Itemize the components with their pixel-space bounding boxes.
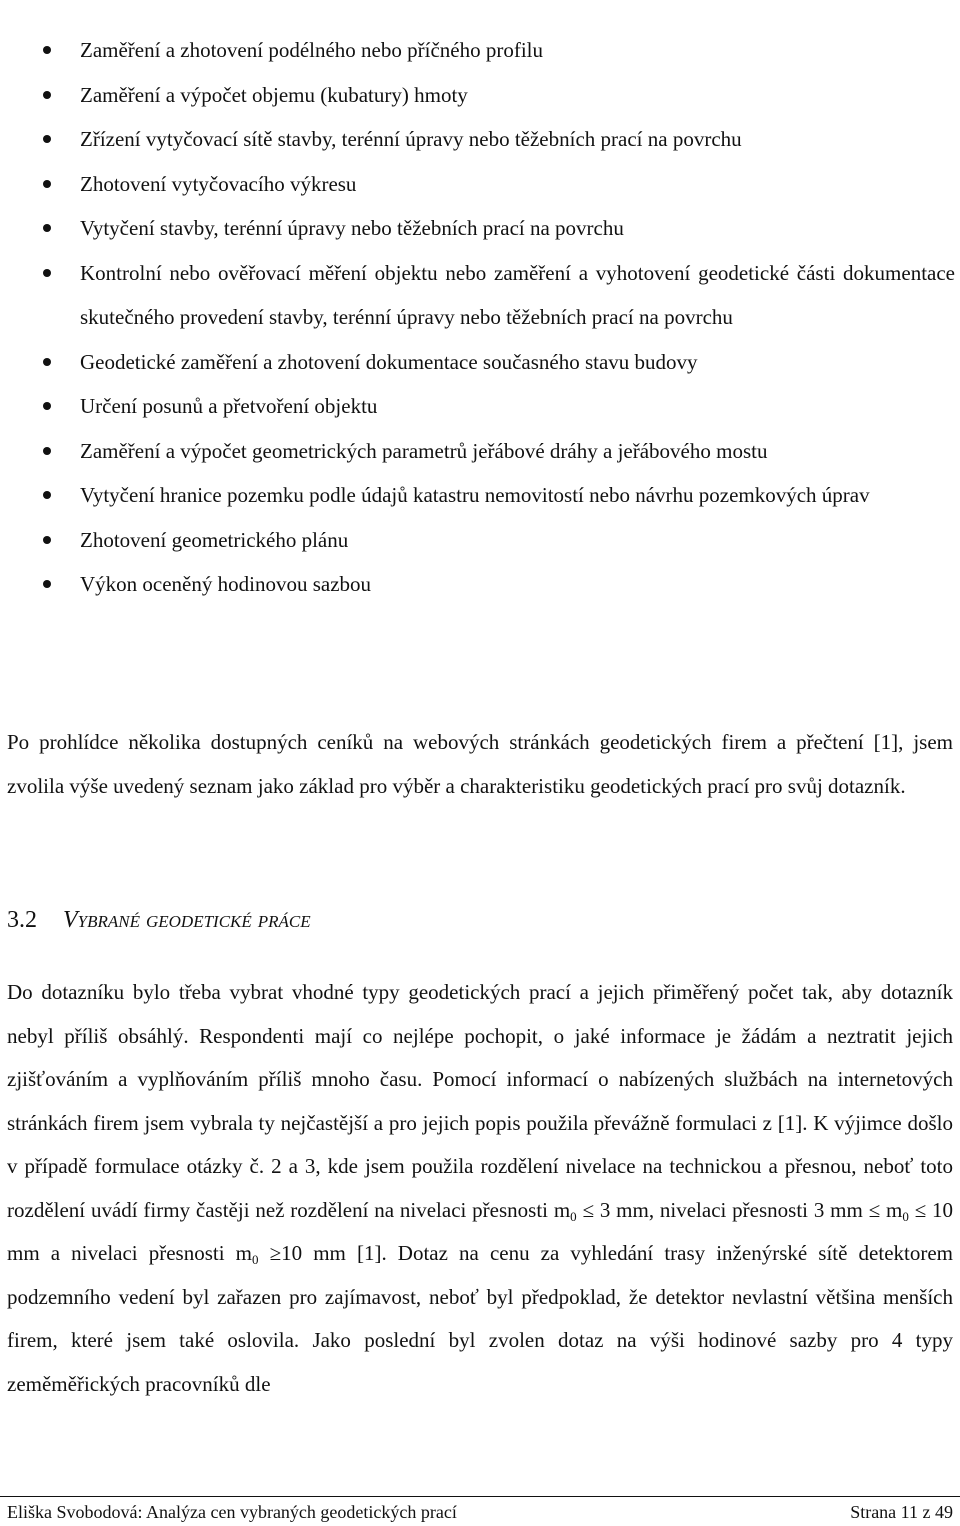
list-item: Vytyčení stavby, terénní úpravy nebo těžebních prací na povrchu <box>0 206 960 251</box>
section-number: 3.2 <box>7 907 37 933</box>
section-title: Vybrané geodetické práce <box>63 907 311 933</box>
list-item: Zřízení vytyčovací sítě stavby, terénní úpravy nebo těžebních prací na povrchu <box>0 117 960 162</box>
list-item: Zhotovení vytyčovacího výkresu <box>0 162 960 207</box>
list-item: Výkon oceněný hodinovou sazbou <box>0 562 960 607</box>
bullet-icon <box>43 536 51 544</box>
work-types-list <box>0 28 960 607</box>
bullet-icon <box>43 402 51 410</box>
bullet-icon <box>43 447 51 455</box>
list-item: Zhotovení geometrického plánu <box>0 518 960 563</box>
list-item: Kontrolní nebo ověřovací měření objektu nebo zaměření a vyhotovení geodetické části dokumentace skutečného provedení stavby, terénní úpravy nebo těžebních prací na povrchu <box>0 251 960 340</box>
intro-paragraph: Po prohlídce několika dostupných ceníků na webových stránkách geodetických firem a přečtení [1], jsem zvolila výše uvedený seznam jako základ pro výběr a charakteristiku geodetických prací pro svůj dotazník. <box>7 730 953 798</box>
bullet-icon <box>43 224 51 232</box>
list-item: Zaměření a zhotovení podélného nebo příčného profilu <box>0 28 960 73</box>
list-item: Zaměření a výpočet geometrických parametrů jeřábové dráhy a jeřábového mostu <box>0 429 960 474</box>
page-number: Strana 11 z 49 <box>850 1502 953 1522</box>
bullet-icon <box>43 91 51 99</box>
bullet-icon <box>43 269 51 277</box>
section-heading <box>7 898 311 942</box>
bullet-icon <box>43 580 51 588</box>
bullet-icon <box>43 491 51 499</box>
bullet-icon <box>43 180 51 188</box>
list-item: Zaměření a výpočet objemu (kubatury) hmoty <box>0 73 960 118</box>
footer-divider <box>0 1496 960 1497</box>
body-paragraph: Do dotazníku bylo třeba vybrat vhodné typy geodetických prací a jejich přiměřený počet tak, aby dotazník nebyl příliš obsáhlý. Respondenti mají co nejlépe pochopit, o jaké informace je žádám a neztratit jejich zjišťováním a vyplňováním příliš mnoho času. Pomocí informací o nabízených službách na internetových stránkách firem jsem vybrala ty nejčastější a pro jejich popis použila převážně formulaci z [1]. K výjimce došlo v případě formulace otázky č. 2 a 3, kde jsem použila rozdělení nivelace na technickou a přesnou, neboť toto rozdělení uvádí firmy častěji než rozdělení na nivelaci přesnosti $m_0 \le 3$ mm, nivelaci přesnosti 3 mm ≤ $m_0 \le 10$ mm a nivelaci přesnosti $m_0 \ge 10$ mm [1]. Dotaz na cenu za vyhledání trasy inženýrské sítě detektorem podzemního vedení byl zařazen pro zajímavost, neboť byl předpoklad, že detektor nevlastní většina menších firem, které jsem také oslovila. Jako poslední byl zvolen dotaz na výši hodinové sazby pro 4 typy zeměměřických pracovníků dle <box>7 980 953 1396</box>
list-item: Geodetické zaměření a zhotovení dokumentace současného stavu budovy <box>0 340 960 385</box>
list-item: Určení posunů a přetvoření objektu <box>0 384 960 429</box>
list-item: Vytyčení hranice pozemku podle údajů katastru nemovitostí nebo návrhu pozemkových úprav <box>0 473 960 518</box>
bullet-icon <box>43 46 51 54</box>
bullet-icon <box>43 358 51 366</box>
bullet-icon <box>43 135 51 143</box>
footer-author-title: Eliška Svobodová: Analýza cen vybraných geodetických prací <box>7 1502 457 1522</box>
